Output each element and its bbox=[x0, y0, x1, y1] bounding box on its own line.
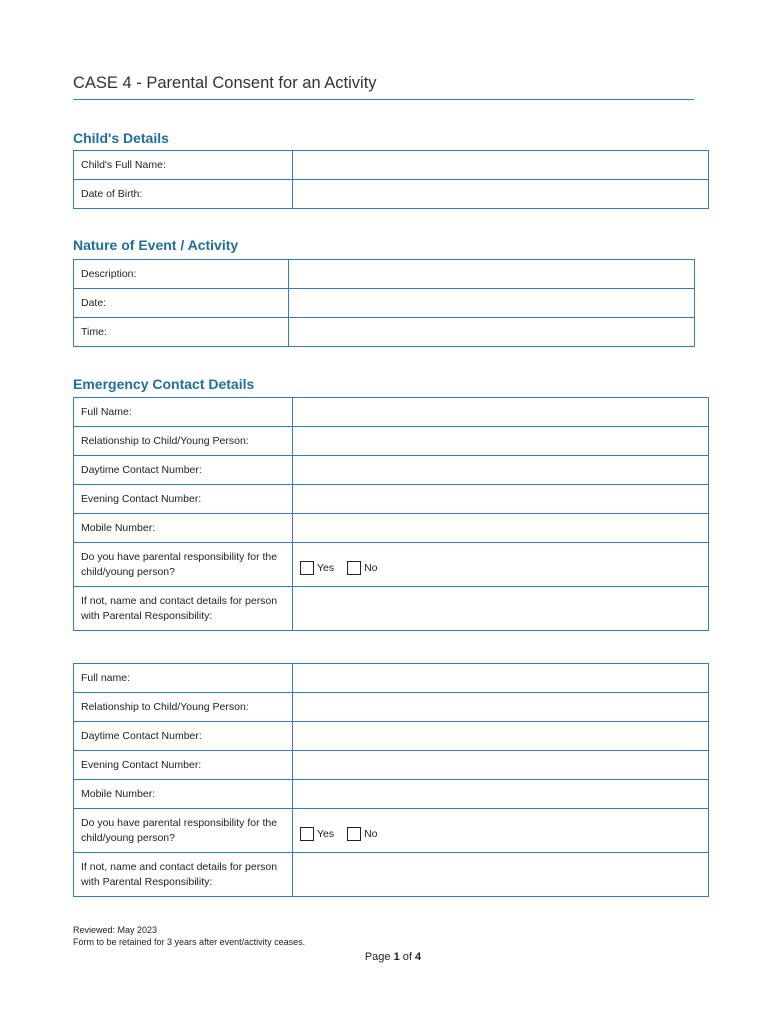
contact1-evening-field[interactable] bbox=[293, 485, 709, 514]
table-row bbox=[74, 260, 695, 289]
section-heading-emergency: Emergency Contact Details bbox=[73, 376, 255, 392]
page-number bbox=[73, 951, 713, 963]
description-field[interactable] bbox=[289, 260, 695, 289]
field-label-parental-responsibility: Do you have parental responsibility for the child/young person? bbox=[74, 543, 293, 587]
section-heading-event: Nature of Event / Activity bbox=[73, 237, 239, 253]
field-label-daytime-number: Daytime Contact Number: bbox=[74, 722, 293, 751]
table-row bbox=[74, 543, 709, 587]
page-prefix: Page bbox=[364, 951, 391, 963]
field-label-description: Description: bbox=[74, 260, 289, 289]
section-heading-child-details: Child's Details bbox=[73, 130, 169, 146]
time-field[interactable] bbox=[289, 318, 695, 347]
contact2-daytime-field[interactable] bbox=[293, 722, 709, 751]
contact1-responsibility-options bbox=[293, 543, 709, 587]
contact2-mobile-field[interactable] bbox=[293, 780, 709, 809]
reviewed-note: Reviewed: May 2023 bbox=[73, 925, 158, 935]
contact2-if-not-field[interactable] bbox=[293, 853, 709, 897]
table-row bbox=[74, 427, 709, 456]
table-row bbox=[74, 151, 709, 180]
child-details-table bbox=[73, 150, 709, 209]
contact1-daytime-field[interactable] bbox=[293, 456, 709, 485]
page-of: of bbox=[402, 951, 412, 963]
table-row bbox=[74, 587, 709, 631]
emergency-contact-2-table bbox=[73, 663, 709, 897]
contact1-mobile-field[interactable] bbox=[293, 514, 709, 543]
date-field[interactable] bbox=[289, 289, 695, 318]
table-row bbox=[74, 398, 709, 427]
yes-label: Yes bbox=[317, 561, 335, 574]
field-label-daytime-number: Daytime Contact Number: bbox=[74, 456, 293, 485]
table-row bbox=[74, 809, 709, 853]
contact1-relationship-field[interactable] bbox=[293, 427, 709, 456]
yes-option[interactable] bbox=[300, 827, 334, 842]
field-label-date: Date: bbox=[74, 289, 289, 318]
table-row bbox=[74, 853, 709, 897]
field-label-if-not: If not, name and contact details for person with Parental Responsibility: bbox=[74, 853, 293, 897]
field-label-time: Time: bbox=[74, 318, 289, 347]
field-label-mobile-number: Mobile Number: bbox=[74, 514, 293, 543]
page-total: 4 bbox=[415, 951, 422, 963]
field-label-date-of-birth: Date of Birth: bbox=[74, 180, 293, 209]
table-row bbox=[74, 318, 695, 347]
page-current: 1 bbox=[393, 951, 400, 963]
field-label-if-not: If not, name and contact details for person with Parental Responsibility: bbox=[74, 587, 293, 631]
no-label: No bbox=[364, 561, 378, 574]
contact1-if-not-field[interactable] bbox=[293, 587, 709, 631]
field-label-relationship: Relationship to Child/Young Person: bbox=[74, 693, 293, 722]
contact2-responsibility-options bbox=[293, 809, 709, 853]
page-title: CASE 4 - Parental Consent for an Activity bbox=[73, 74, 694, 100]
table-row bbox=[74, 780, 709, 809]
no-label: No bbox=[364, 827, 378, 840]
yes-label: Yes bbox=[317, 827, 335, 840]
table-row bbox=[74, 289, 695, 318]
contact1-full-name-field[interactable] bbox=[293, 398, 709, 427]
field-label-parental-responsibility: Do you have parental responsibility for the child/young person? bbox=[74, 809, 293, 853]
no-checkbox[interactable] bbox=[347, 827, 361, 841]
retention-note: Form to be retained for 3 years after event/activity ceases. bbox=[73, 937, 306, 947]
field-label-relationship: Relationship to Child/Young Person: bbox=[74, 427, 293, 456]
field-label-evening-number: Evening Contact Number: bbox=[74, 751, 293, 780]
field-label-full-name: Full Name: bbox=[74, 398, 293, 427]
field-label-mobile-number: Mobile Number: bbox=[74, 780, 293, 809]
table-row bbox=[74, 751, 709, 780]
yes-option[interactable] bbox=[300, 561, 334, 576]
no-option[interactable] bbox=[347, 827, 377, 842]
contact2-relationship-field[interactable] bbox=[293, 693, 709, 722]
contact2-evening-field[interactable] bbox=[293, 751, 709, 780]
no-checkbox[interactable] bbox=[347, 561, 361, 575]
table-row bbox=[74, 180, 709, 209]
contact2-full-name-field[interactable] bbox=[293, 664, 709, 693]
yes-checkbox[interactable] bbox=[300, 827, 314, 841]
yes-checkbox[interactable] bbox=[300, 561, 314, 575]
field-label-full-name: Full name: bbox=[74, 664, 293, 693]
child-full-name-field[interactable] bbox=[293, 151, 709, 180]
table-row bbox=[74, 456, 709, 485]
no-option[interactable] bbox=[347, 561, 377, 576]
table-row bbox=[74, 514, 709, 543]
table-row bbox=[74, 485, 709, 514]
table-row bbox=[74, 693, 709, 722]
emergency-contact-1-table bbox=[73, 397, 709, 631]
field-label-evening-number: Evening Contact Number: bbox=[74, 485, 293, 514]
table-row bbox=[74, 664, 709, 693]
table-row bbox=[74, 722, 709, 751]
field-label-child-full-name: Child's Full Name: bbox=[74, 151, 293, 180]
date-of-birth-field[interactable] bbox=[293, 180, 709, 209]
event-table bbox=[73, 259, 695, 347]
